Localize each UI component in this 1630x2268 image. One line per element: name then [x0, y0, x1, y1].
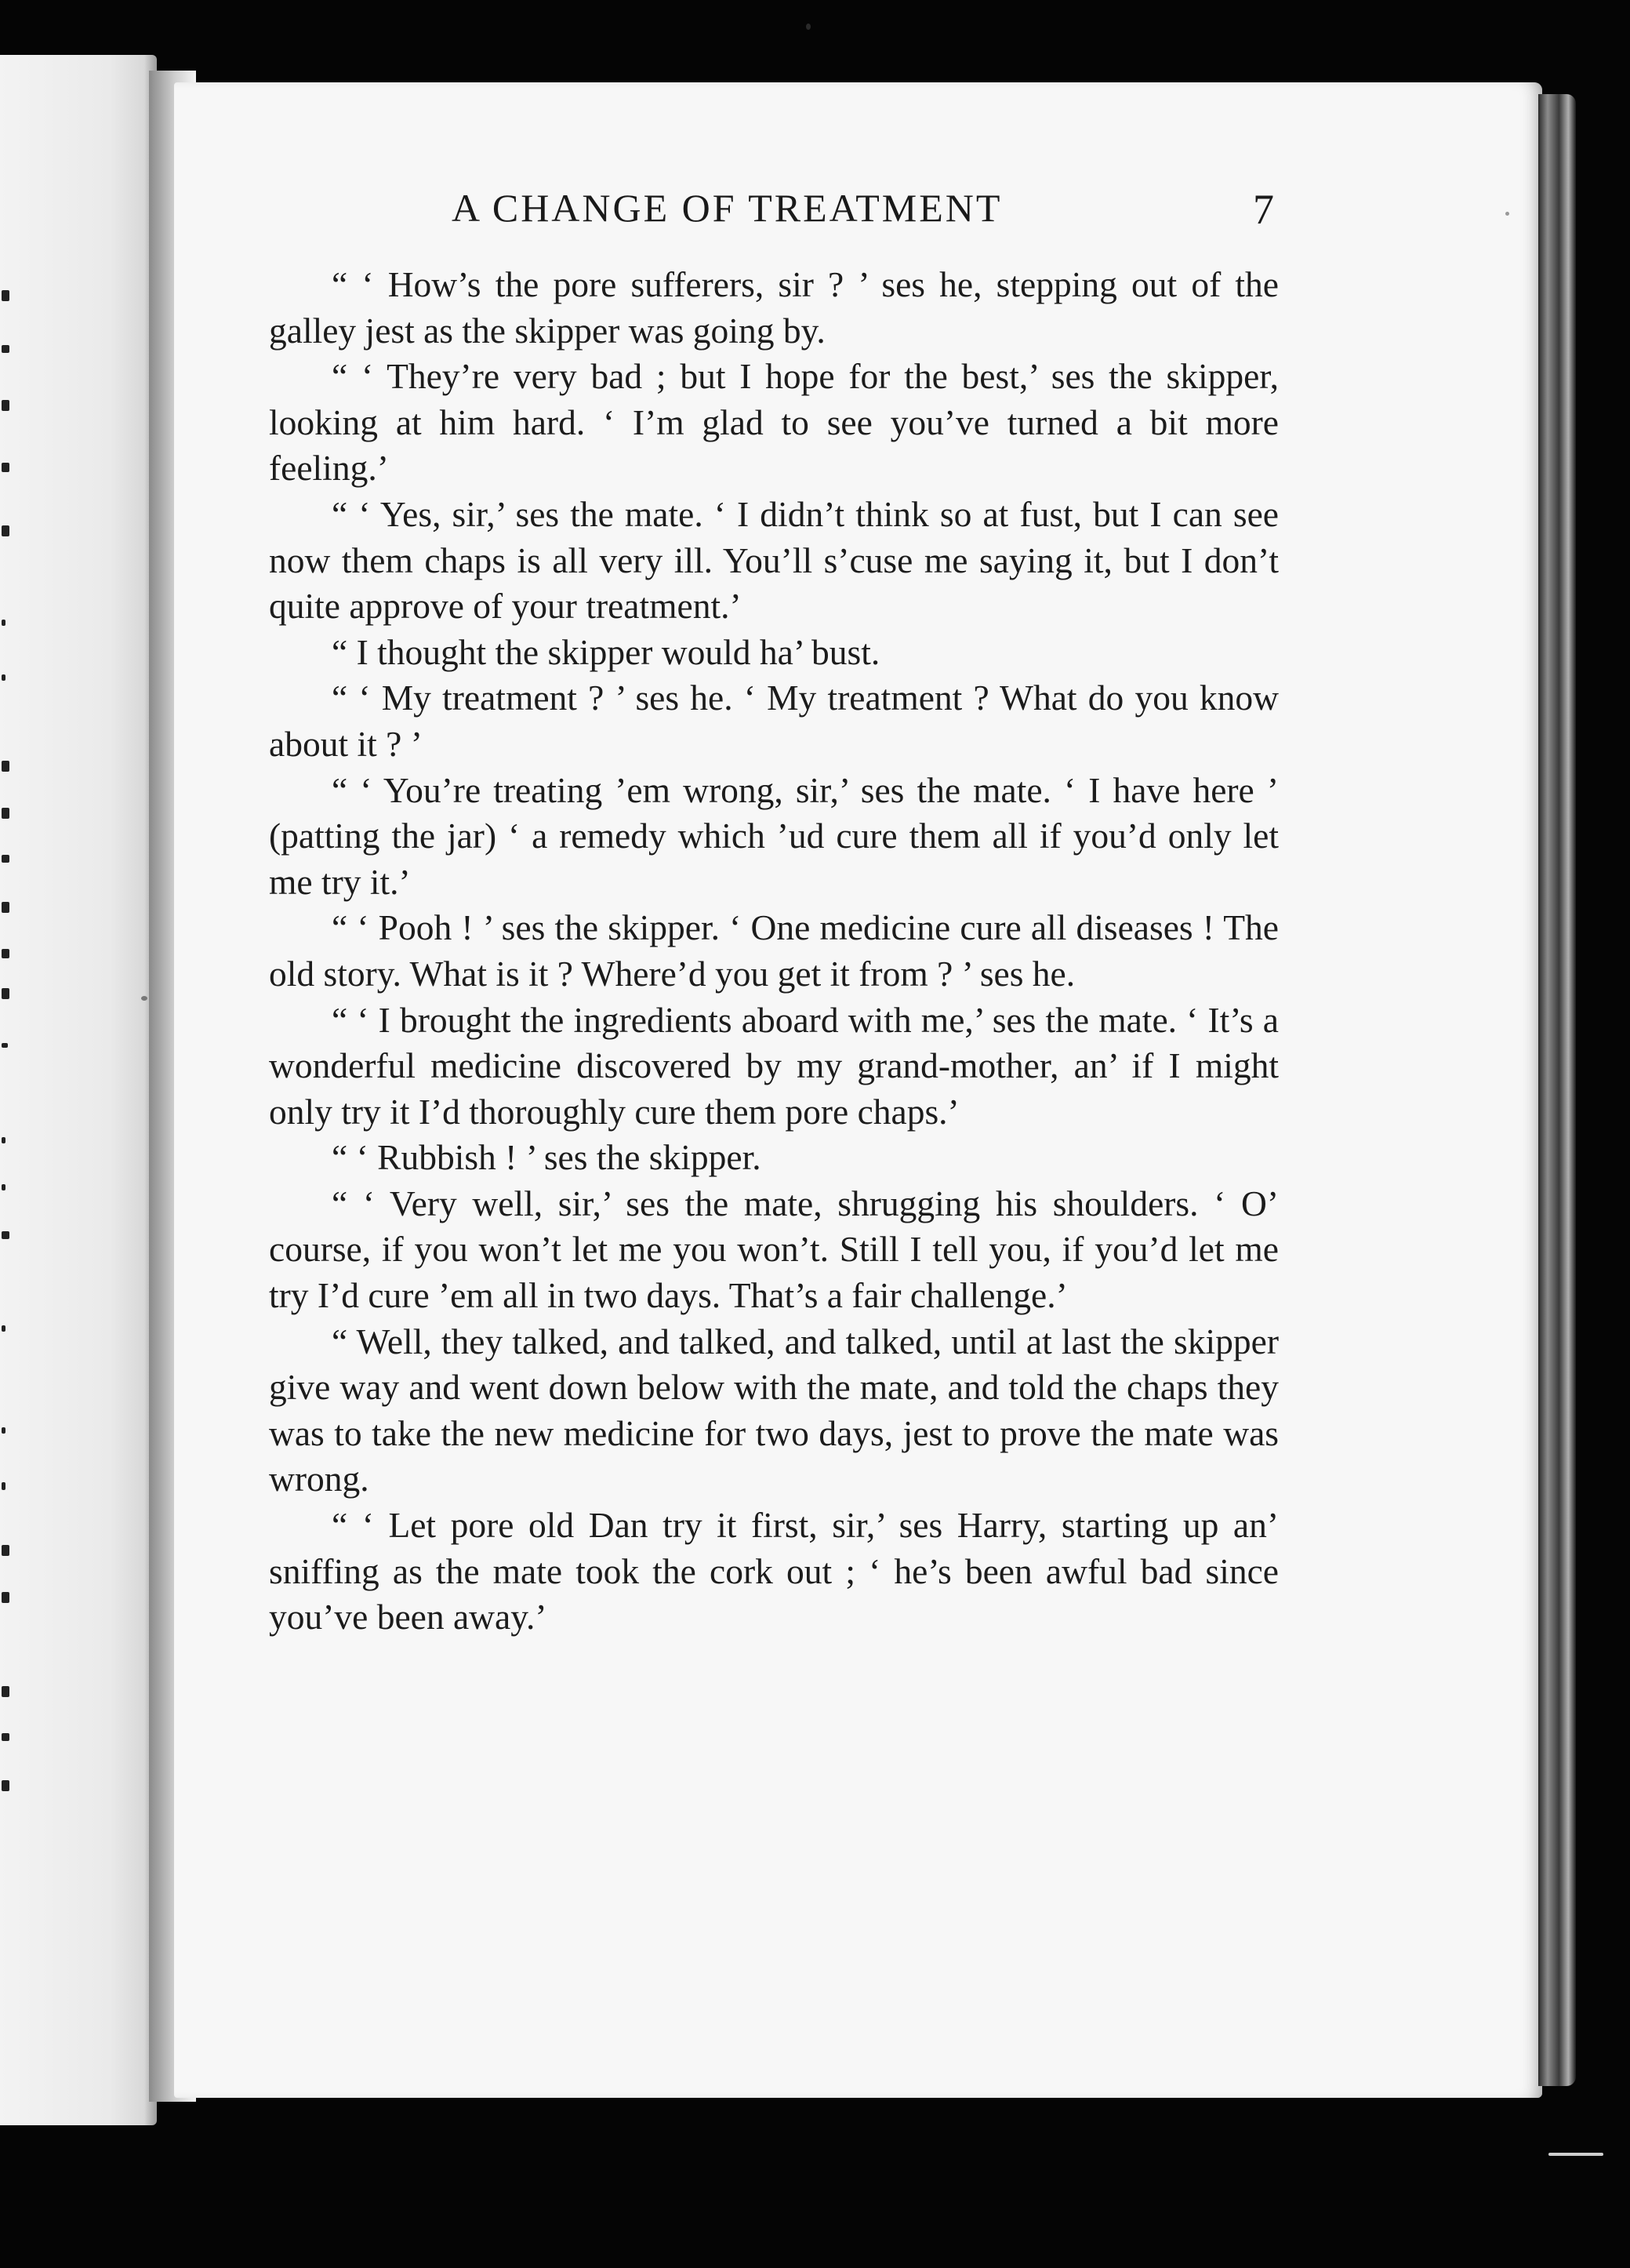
- paragraph: “ ‘ Yes, sir,’ ses the mate. ‘ I didn’t think so at fust, but I can see now them chaps is all very ill. You’ll s’cuse me saying it, but I don’t quite approve of your treatment.’: [269, 493, 1279, 627]
- paragraph: “ ‘ They’re very bad ; but I hope for the best,’ ses the skipper, looking at him hard. ‘ I’m glad to see you’ve turned a bit more feeling.’: [269, 356, 1279, 489]
- paragraph: “ ‘ My treatment ? ’ ses he. ‘ My treatment ? What do you know about it ? ’: [269, 678, 1279, 764]
- paragraph: “ ‘ How’s the pore sufferers, sir ? ’ ses he, stepping out of the galley jest as the skipper was going by.: [269, 264, 1279, 351]
- body-text: [269, 262, 1279, 1641]
- paragraph: “ ‘ Let pore old Dan try it first, sir,’ ses Harry, starting up an’ sniffing as the mate took the cork out ; ‘ he’s been awful bad since you’ve been away.’: [269, 1505, 1279, 1637]
- paragraph: “ ‘ Very well, sir,’ ses the mate, shrugging his shoulders. ‘ O’ course, if you won’t let me you won’t. Still I tell you, if you’d let me try I’d cure ’em all in two days. That’s a fair challenge.’: [269, 1183, 1279, 1316]
- dust-speck: [806, 24, 811, 30]
- paragraph: “ ‘ Pooh ! ’ ses the skipper. ‘ One medicine cure all diseases ! The old story. What is it ? Where’d you get it from ? ’ ses he.: [269, 907, 1279, 994]
- paragraph: “ ‘ Rubbish ! ’ ses the skipper.: [332, 1137, 761, 1178]
- facing-page-edge: [0, 55, 157, 2125]
- dust-speck: [141, 996, 147, 1001]
- paragraph: “ ‘ You’re treating ’em wrong, sir,’ ses the mate. ‘ I have here ’ (patting the jar) ‘ a remedy which ’ud cure them all if you’d only let me try it.’: [269, 769, 1279, 902]
- running-title: A CHANGE OF TREATMENT: [452, 186, 1003, 230]
- page-number: 7: [1253, 186, 1274, 233]
- paragraph: “ Well, they talked, and talked, and talked, until at last the skipper give way and went down below with the mate, and told the chaps they was to take the new medicine for two days, jest to prove the mate was wrong.: [269, 1321, 1279, 1499]
- dust-speck: [1505, 212, 1509, 216]
- page-stack-edge: [1538, 94, 1576, 2086]
- paragraph: “ I thought the skipper would ha’ bust.: [332, 631, 880, 672]
- paragraph: “ ‘ I brought the ingredients aboard with me,’ ses the mate. ‘ It’s a wonderful medicine discovered by my grand-mother, an’ if I might only try it I’d thoroughly cure them pore chaps.’: [269, 999, 1279, 1132]
- facing-page-text-fragments: [0, 55, 13, 2125]
- scan-scratch: [1548, 2153, 1603, 2156]
